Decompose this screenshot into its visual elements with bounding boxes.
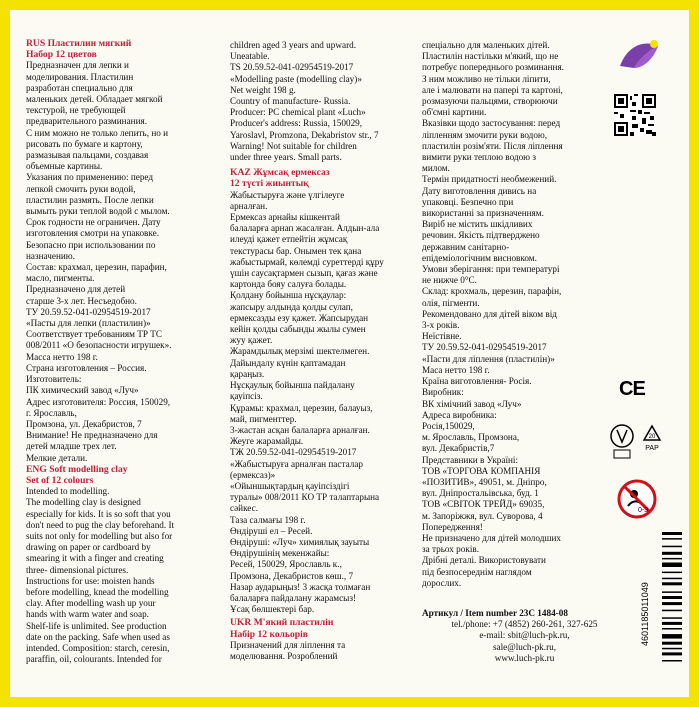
text-line: Росія,150029, [422,420,475,431]
text-line: милом. [422,163,450,174]
text-line: З ним можливо не тільки ліпити, [422,73,551,84]
text-line: пластилин размять. После лепки [26,194,154,205]
text-line: ВК хімічний завод «Луч» [422,398,522,409]
text-line: вимити руки теплою водою з [422,152,536,163]
text-line: Қолдану бойынша нұсқаулар: [230,290,347,301]
eng-text-continued [230,40,420,163]
barcode-bar [662,660,682,662]
text-line: спеціально для маленьких дітей. [422,40,550,50]
text-line: г. Ярославль, [26,407,77,418]
barcode-digits: 4601185011049 [640,582,650,646]
text-line: Құрамы: крахмал, церезин, балауыз, [230,402,373,413]
text-line: Маса нетто 198 г. [422,364,490,375]
text-line: балаларға пайдалану жарамсыз! [230,592,357,603]
text-line: «Пасты для лепки (пластилин)» [26,318,151,329]
text-line: drawing on paper or cardboard by [26,542,151,553]
rus-subheader: Набор 12 цветов [26,49,97,61]
text-line: Instructions for use: moisten hands [26,575,155,586]
barcode-bar [662,532,682,535]
barcode-bar [662,563,682,568]
text-line: під безпосереднім наглядом [422,566,532,577]
text-line: туралы» 008/2011 КО ТР талаптарына [230,492,380,503]
barcode-bar [662,602,682,605]
text-line: clay. After modelling wash up your [26,598,156,609]
text-line: Безопасно при использовании по [26,239,156,250]
text-line: дорослих. [422,577,462,588]
svg-text:0-3: 0-3 [637,507,649,514]
text-line: Термін придатності необмежений. [422,174,557,185]
text-line: Өндіруші: «Луч» химиялық зауыты [230,536,370,547]
not-for-under-3-icon [616,478,658,520]
text-line: date on the packing. Safe when used as [26,631,170,642]
text-line: рисовать по бумаге и картону, [26,138,143,149]
text-line: 008/2011 «О безопасности игрушек». [26,340,172,351]
qr-code-icon [614,94,656,136]
text-line: вымыть руки теплой водой с мылом. [26,206,170,217]
text-line: ліпленням змочити руки водою, [422,129,548,140]
text-line: текстурасы бар. Онымен тек қана [230,245,362,256]
text-line: Попередження! [422,521,483,532]
text-line: Yaroslavl, Promzona, Dekabristov str., 7 [230,129,379,140]
recycling-icon [644,426,660,452]
ukr-subheader: Набір 12 кольорів [230,628,308,640]
text-line: ТУ 20.59.52-041-02954519-2017 [422,342,547,353]
text-line: вул. Дніпростальівська, буд. 1 [422,488,539,499]
text-line: детей младше трех лет. [26,441,117,452]
text-line: Ермексаз арнайы кішкентай [230,212,340,223]
text-line: Вказівки щодо застосування: перед [422,118,561,129]
text-line: потребує попереднього розминання. [422,62,564,73]
text-line: Дайындалу күнін қаптамадан [230,357,346,368]
text-line: Промзона, ул. Декабристов, 7 [26,418,142,429]
text-line: балаларға арнап жасалған. Алдын-ала [230,223,380,234]
ukr-text-continued [422,40,627,589]
ce-mark-icon: CE [619,378,645,400]
column-3 [422,40,627,589]
text-line: (ермексаз)» [230,469,276,480]
text-line: Срок годности не ограничен. Дату [26,217,161,228]
barcode-bar [662,642,682,645]
text-line: Net weight 198 g. [230,84,296,95]
text-line: children aged 3 years and upward. [230,40,357,50]
text-line: изготовления смотри на упаковке. [26,228,159,239]
text-line: ТОВ «СВІТОК ТРЕЙД» 69035, [422,499,545,510]
text-line: сәйкес. [230,503,258,514]
text-line: Назар аударыңыз! 3 жасқа толмаған [230,581,371,592]
text-line: назначению. [26,250,75,261]
text-line: жапсыру алдында қолды сулап, [230,301,353,312]
text-line: вул. Декабристів,7 [422,443,495,454]
text-line: Промзона, Декабристов көш., 7 [230,570,354,581]
text-line: Адреса виробника: [422,409,497,420]
barcode-bar [662,558,682,560]
text-line: моделювання. Розроблений [230,650,338,661]
text-line: використанні за призначенням. [422,208,544,219]
barcode-icon [660,530,684,697]
text-line: Warning! Not suitable for children [230,140,357,151]
text-line: tel./phone: +7 (4852) 260-261, 327-625 [451,619,598,630]
text-line: Соответствует требованиям ТР ТС [26,329,162,340]
barcode-bar [662,610,682,612]
column-2 [230,40,420,662]
eng-text [26,486,229,665]
text-line: Жарамдылық мерзімі шектелмеген. [230,346,370,357]
text-line: Өндірушi ел – Ресей. [230,525,313,536]
text-line: ТУ 20.59.52-041-02954519-2017 [26,306,151,317]
text-line: Изготовитель: [26,374,82,385]
column-1 [26,38,229,665]
text-line: «Жабыстыруға арналған пасталар [230,458,364,469]
text-line: Дату виготовлення дивись на [422,185,537,196]
text-line: кейін қолды сабынды жылы сумен [230,324,366,335]
ukr-header: UKR М'який пластилін [230,617,334,629]
kaz-subheader: 12 түсті жиынтық [230,178,309,190]
text-line: Ресей, 150029, Ярославль к., [230,559,342,570]
text-line: Рекомендовано для дітей віком від [422,308,557,319]
text-line: упаковці. Безпечно при [422,196,514,207]
text-line: «Пасти для ліплення (пластилін)» [422,353,555,364]
svg-text:PAP: PAP [645,445,659,452]
text-line: м. Ярославль, Промзона, [422,432,520,443]
barcode-bar [662,578,682,580]
luch-logo [614,36,664,76]
text-line: старше 3-х лет. Несъедобно. [26,295,137,306]
text-line: Uneatable. [230,51,270,62]
barcode-bar [662,652,682,655]
text-line: масло, пигменты. [26,273,95,284]
text-line: paraffin, oil, colourants. Intended for [26,654,162,665]
barcode-bar [662,591,682,593]
text-line: Адрес изготовителя: Россия, 150029, [26,396,171,407]
text-line: especially for kids. It is so soft that you [26,508,171,519]
text-line: 3-жастан асқан балаларға арналған. [230,424,370,435]
text-line: suits not only for modelling but also for [26,530,173,541]
text-line: але і малювати на папері та картоні, [422,84,563,95]
text-line: Shelf-life is unlimited. See production [26,620,167,631]
barcode-bar [662,596,682,599]
barcode-bar [662,572,682,574]
text-line: арналған. [230,200,268,211]
text-line: Внимание! Не предназначено для [26,430,158,441]
text-line: Дрібні деталі. Використовувати [422,555,546,566]
text-line: e-mail: sbit@luch-pk.ru, [479,630,570,641]
text-line: олія, пігменти. [422,297,480,308]
text-line: «Ойыншықтардың қауіпсіздігі [230,480,350,491]
text-line: smearing it with a finger and creating [26,553,164,564]
text-line: ПК химический завод «Луч» [26,385,139,396]
text-line: маленьких детей. Обладает мягкой [26,94,163,105]
text-line: пластилін розім'яти. Після ліплення [422,140,563,151]
text-line: Умови зберігання: при температурі [422,264,560,275]
barcode-bar [662,552,682,555]
text-line: үшін саусақтармен сызып, қағаз және [230,268,378,279]
text-line: sale@luch-pk.ru, [492,641,557,652]
text-line: об'ємні картини. [422,107,487,118]
text-line: қауіпсіз. [230,391,263,402]
contact-block [422,608,627,664]
kaz-text [230,190,420,616]
text-line: Виробник: [422,387,464,398]
text-line: не нижче 0°С. [422,275,477,286]
text-line: don't need to pug the clay beforehand. It [26,519,175,530]
barcode-bar [662,648,682,650]
text-line: жабыстырмай, көлемді суреттерді құру [230,256,384,267]
text-line: Ұсақ бөлшектері бар. [230,604,315,615]
text-line: Не призначено для дітей молодших [422,532,561,543]
text-line: Пластилін настільки м'який, що не [422,51,559,62]
text-line: Страна изготовления – Россия. [26,362,147,373]
rus-text [26,60,229,463]
text-line: Жабыстыруға және үлгілеуге [230,189,345,200]
barcode-bar [662,546,682,548]
item-number: Артикул / Item number 23С 1484-08 [422,608,568,618]
text-line: май, пигменттер. [230,413,297,424]
text-line: Масса нетто 198 г. [26,351,98,362]
text-line: қараңыз. [230,368,265,379]
text-line: www.luch-pk.ru [494,652,555,663]
text-line: before modelling, knead the modelling [26,586,169,597]
text-line: текстурой, не требующей [26,105,126,116]
text-line: Intended to modelling. [26,486,110,497]
text-line: Өндірушінің мекенжайы: [230,548,330,559]
text-line: intended. Composition: starch, ceresin, [26,642,170,653]
text-line: three- dimensional pictures. [26,564,129,575]
text-line: Нұсқаулық бойынша пайдалану [230,380,355,391]
text-line: моделирования. Пластилин [26,71,134,82]
text-line: державним санітарно- [422,241,510,252]
text-line: речовин. Якість підтверджено [422,230,540,241]
text-line: м. Запоріжжя, вул. Суворова, 4 [422,510,543,521]
certification-pictograms [608,418,668,470]
contact-lines [422,619,627,664]
text-line: Мелкие детали. [26,452,88,463]
barcode-bar [662,622,682,625]
label-panel [10,10,689,697]
eng-subheader: Set of 12 colours [26,474,94,486]
text-line: Призначений для ліплення та [230,639,346,650]
barcode-bar [662,617,682,619]
text-line: картонда бояу салуға болады. [230,279,347,290]
text-line: ТОВ «ТОРГОВА КОМПАНІЯ [422,465,541,476]
text-line: Producer's address: Russia, 150029, [230,118,363,129]
svg-text:20: 20 [648,434,656,440]
text-line: разработан специально для [26,82,133,93]
text-line: епідеміологічним висновком. [422,252,537,263]
barcode-bar [662,628,682,630]
text-line: жуу қажет. [230,335,273,346]
ukr-text [230,640,420,662]
text-line: Представники в Україні: [422,454,519,465]
text-line: «ПОЗИТИВ», 49051, м. Дніпро, [422,476,547,487]
barcode-bar [662,582,682,585]
text-line: TS 20.59.52-041-02954519-2017 [230,62,354,73]
text-line: илеуді қажет етпейтін жұмсақ [230,234,348,245]
text-line: Предназначен для лепки и [26,60,129,71]
text-line: Країна виготовлення- Росія. [422,376,532,387]
rus-header: RUS Пластилин мягкий [26,38,132,49]
text-line: Producer: PC chemical plant «Luch» [230,107,366,118]
text-line: Неїстівне. [422,331,462,342]
text-line: Склад: крохмаль, церезин, парафін, [422,286,562,297]
text-line: объемные картины. [26,161,103,172]
text-line: The modelling clay is designed [26,497,141,508]
text-line: Виріб не містить шкідливих [422,219,533,230]
text-line: Предназначено для детей [26,284,126,295]
text-line: Указания по применению: перед [26,172,154,183]
eac-shield-icon [611,425,633,458]
eng-header: ENG Soft modelling clay [26,463,128,475]
text-line: размазывая пальцами, создавая [26,150,149,161]
text-line: за трьох років. [422,544,480,555]
text-line: С ним можно не только лепить, но и [26,127,169,138]
text-line: лепкой смочить руки водой, [26,183,136,194]
text-line: предварительного разминания. [26,116,148,127]
text-line: Country of manufacture- Russia. [230,96,351,107]
text-line: Жеуге жарамайды. [230,436,304,447]
barcode-bar [662,634,682,639]
kaz-header: KAZ Жұмсақ ермексаз [230,167,330,179]
text-line: розмазуючи пальцями, створюючи [422,96,558,107]
text-line: ТЖ 20.59.52-041-02954519-2017 [230,447,357,458]
text-line: Состав: крахмал, церезин, парафин, [26,262,167,273]
barcode-bar [662,538,682,540]
text-line: ермексазды езу қажет. Жапсырудан [230,312,369,323]
text-line: «Modelling paste (modelling clay)» [230,73,362,84]
text-line: under three years. Small parts. [230,152,342,163]
text-line: 3-х років. [422,320,460,331]
text-line: Таза салмағы 198 г. [230,514,306,525]
text-line: hands with warm water and soap. [26,609,149,620]
